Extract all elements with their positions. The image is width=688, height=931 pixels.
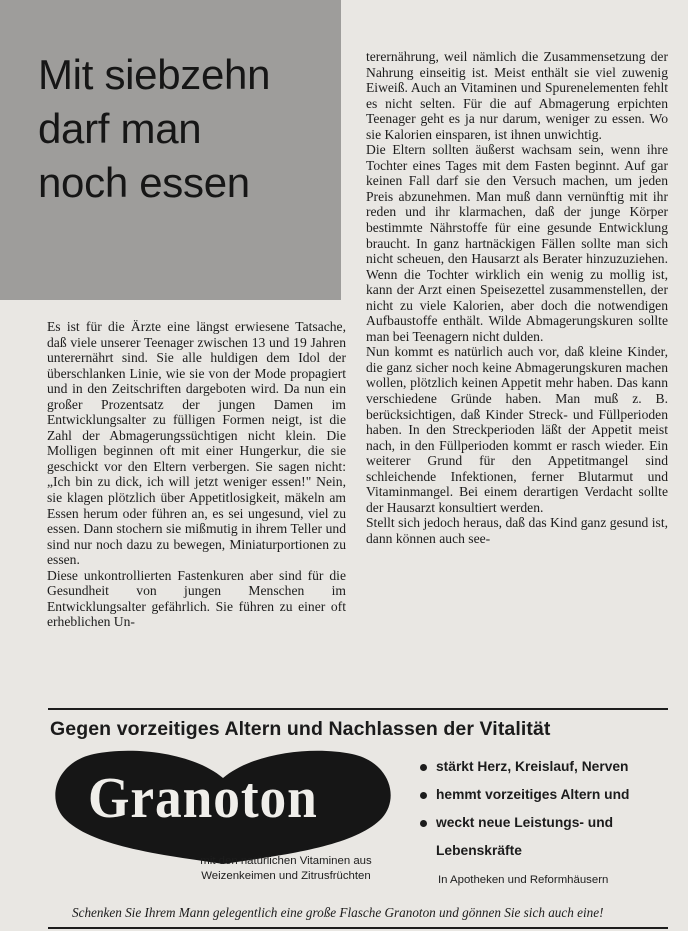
granoton-advertisement (0, 706, 688, 931)
ad-headline: Gegen vorzeitiges Altern und Nachlassen der Vitalität (50, 718, 551, 740)
list-item: stärkt Herz, Kreislauf, Nerven (418, 758, 680, 786)
bullet-icon (420, 792, 427, 799)
ad-availability: In Apotheken und Reformhäusern (438, 874, 609, 886)
article-paragraph: Diese unkontrollierten Fastenkuren aber sind für die Gesundheit von jungen Menschen im Entwicklungsalter gefährlich. Sie führen zu einer oft erheblichen Un- (47, 567, 346, 630)
article-paragraph: Stellt sich jedoch heraus, daß das Kind ganz gesund ist, dann können auch see- (366, 515, 668, 546)
ad-top-rule (48, 708, 668, 710)
bullet-icon (420, 764, 427, 771)
ad-subline-text: mit den natürlichen Vitaminen aus (200, 855, 372, 867)
title-line: Mit siebzehn (38, 51, 271, 98)
ad-benefit-list (418, 758, 680, 870)
list-item: weckt neue Leistungs- und (418, 814, 680, 842)
ad-subline (176, 854, 396, 884)
bullet-icon (420, 820, 427, 827)
list-item: hemmt vorzeitiges Altern und (418, 786, 680, 814)
article-title (38, 48, 270, 210)
article-column-right (366, 49, 668, 547)
ad-slogan: Schenken Sie Ihrem Mann gelegentlich eine große Flasche Granoton und gönnen Sie sich auch eine! (72, 905, 604, 920)
article-paragraph: Es ist für die Ärzte eine längst erwiesene Tatsache, daß viele unserer Teenager zwischen 13 und 19 Jahren unterernährt sind. Sie alle huldigen dem Idol der überschlanken Linie, wie sie von der Mode propagiert und in den Zeitschriften dargeboten wird. Da nun ein großer Prozentsatz der jungen Damen im Entwicklungsalter zu fülligen Formen neigt, ist die Zahl der Abmagerungssüchtigen nicht klein. Die Molligen beginnen oft mit einer Hungerkur, die sie geschickt vor den Eltern verbergen. Sie sagen nicht: „Ich bin zu dick, ich will jetzt weniger essen!" Nein, sie klagen plötzlich über Appetitlosigkeit, mäkeln am Essen herum oder führen an, es sei ungesund, viel zu essen. Dann stochern sie mißmutig in ihrem Teller und sind nur noch dazu zu bewegen, Miniaturportionen zu essen. (47, 319, 346, 568)
ad-bottom-rule (48, 927, 668, 929)
ad-subline-text: Weizenkeimen und Zitrusfrüchten (201, 870, 371, 882)
title-line: darf man (38, 105, 202, 152)
title-line: noch essen (38, 159, 250, 206)
brand-name: Granoton (88, 765, 318, 830)
title-box (0, 0, 341, 300)
list-item-continuation: Lebenskräfte (436, 843, 522, 858)
article-paragraph: terernährung, weil nämlich die Zusammensetzung der Nahrung einseitig ist. Meist enthält sie viel zuwenig Eiweiß. Auch an Vitaminen und Spurenelementen fehlt es nicht selten. Für die auf Abmagerung erpichten Teenager geht es ja nur darum, weniger zu essen. Wo sie Kalorien einsparen, ist ihnen unwichtig. (366, 49, 668, 142)
article-paragraph: Nun kommt es natürlich auch vor, daß kleine Kinder, die ganz sicher noch keine Abmagerungskuren machen wollen, plötzlich keinen Appetit mehr haben. Das kann verschiedene Gründe haben. Man muß z. B. berücksichtigen, daß Kinder Streck- und Füllperioden haben. In den Streckperioden läßt der Appetit meist nach, in den Füllperioden kommt er rasch wieder. Ein weiterer Grund für den Appetitmangel sind schleichende Infektionen, ferner Blutarmut und Vitaminmangel. Bei einem derartigen Verdacht sollte der Hausarzt konsultiert werden. (366, 344, 668, 515)
article-column-left (47, 319, 346, 630)
article-paragraph: Die Eltern sollten äußerst wachsam sein, wenn ihre Tochter eines Tages mit dem Fasten beginnt. Auf gar keinen Fall darf sie den Versuch machen, um jeden Preis abzunehmen. Man muß dann vernünftig mit ihr reden und ihr klarmachen, daß der junge Körper bestimmte Nährstoffe für eine gesunde Entwicklung braucht. In ganz hartnäckigen Fällen sollte man sich nicht scheuen, den Hausarzt als Berater hinzuzuziehen. Wenn die Tochter wirklich ein wenig zu mollig ist, kann der Arzt einen Speisezettel zusammenstellen, der nicht zu viele Kalorien, aber doch die notwendigen Aufbaustoffe enthält. Wilde Abmagerungskuren sollte man bei Teenagern nicht dulden. (366, 142, 668, 344)
